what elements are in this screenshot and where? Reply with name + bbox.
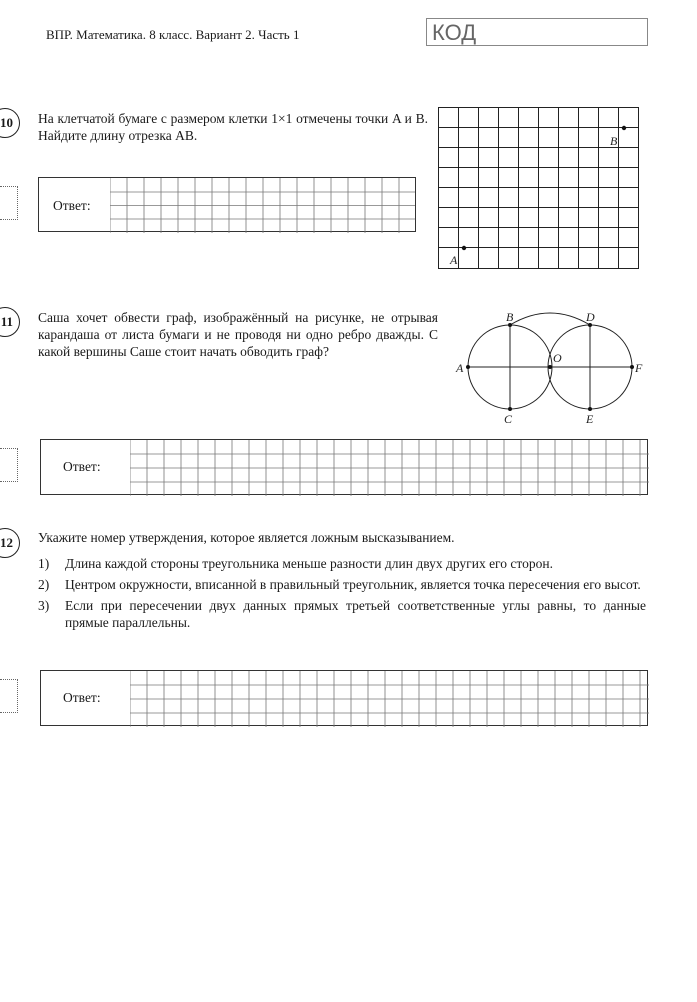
score-box-11 (0, 448, 18, 482)
vertex-o: O (553, 351, 562, 365)
code-label: КОД (432, 20, 477, 45)
question-number-10: 10 (0, 108, 20, 138)
vertex-a: A (456, 361, 464, 375)
option-2-text: Центром окружности, вписанной в правильный треугольник, является точка пересечения его высот. (65, 577, 641, 592)
vertex-d: D (586, 310, 595, 324)
answer-box-12 (40, 670, 648, 726)
answer-label-10: Ответ: (53, 198, 91, 213)
grid-figure-10 (438, 107, 650, 272)
question-11-text: Саша хочет обвести граф, изображённый на рисунке, не отрывая карандаша от листа бумаги и не проводя ни одно ребро дважды. С какой вершины Саше стоит начать обводить граф? (38, 310, 438, 359)
option-2-number: 2) (38, 577, 50, 592)
answer-cells-10[interactable] (110, 178, 415, 233)
score-box-10 (0, 186, 18, 220)
answer-cells-12[interactable] (130, 671, 649, 727)
question-12-options (38, 555, 646, 635)
vertex-e: E (586, 412, 594, 426)
vertex-c: C (504, 412, 513, 426)
option-1 (38, 555, 646, 572)
answer-label-12: Ответ: (63, 690, 101, 705)
question-12-text: Укажите номер утверждения, которое является ложным высказыванием. (38, 530, 455, 545)
code-field[interactable] (426, 18, 648, 46)
option-3-number: 3) (38, 598, 50, 613)
option-1-text: Длина каждой стороны треугольника меньше разности длин двух других его сторон. (65, 556, 553, 571)
question-number-11: 11 (0, 307, 20, 337)
page-header: ВПР. Математика. 8 класс. Вариант 2. Часть 1 (46, 27, 300, 42)
answer-box-11 (40, 439, 648, 495)
answer-cells-11[interactable] (130, 440, 649, 496)
option-1-number: 1) (38, 556, 50, 571)
point-a (462, 246, 466, 250)
option-3-text: Если при пересечении двух данных прямых третьей соответственные углы равны, то данные прямые параллельны. (65, 598, 646, 630)
option-3 (38, 597, 646, 631)
graph-figure-11 (455, 305, 655, 435)
label-b: B (610, 134, 618, 148)
answer-box-10 (38, 177, 416, 232)
score-box-12 (0, 679, 18, 713)
label-a: A (450, 253, 458, 267)
option-2 (38, 576, 646, 593)
question-10-text: На клетчатой бумаге с размером клетки 1×1 отмечены точки A и B. Найдите длину отрезка AB. (38, 111, 428, 143)
question-number-12: 12 (0, 528, 20, 558)
point-b (622, 126, 626, 130)
vertex-b: B (506, 310, 514, 324)
vertex-f: F (635, 361, 643, 375)
answer-label-11: Ответ: (63, 459, 101, 474)
